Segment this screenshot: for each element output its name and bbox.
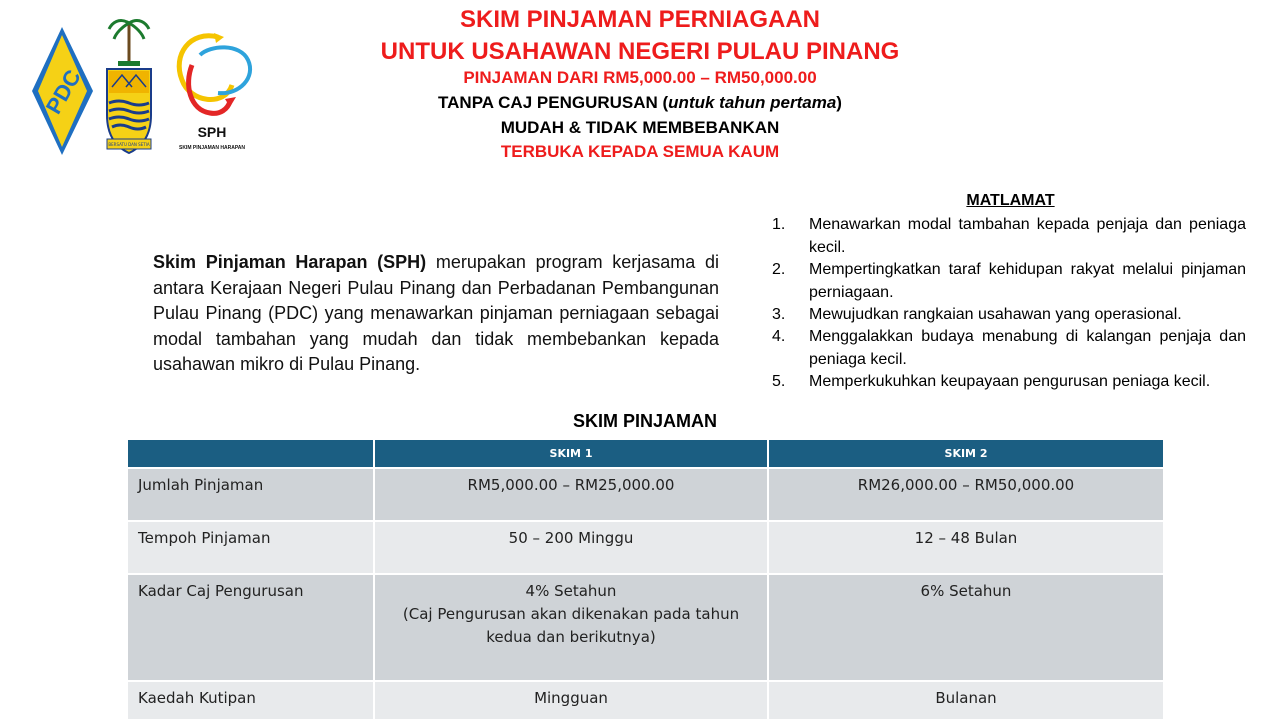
no-fee-line: TANPA CAJ PENGURUSAN (untuk tahun pertama) bbox=[438, 93, 842, 112]
pdc-logo-text: PDC bbox=[40, 65, 86, 119]
skim2-value: 12 – 48 Bulan bbox=[768, 521, 1163, 574]
table-row bbox=[128, 468, 1163, 521]
skim2-value: 6% Setahun bbox=[768, 574, 1163, 681]
sph-logo-caption: SKIM PINJAMAN HARAPAN bbox=[178, 145, 246, 151]
intro-bold: Skim Pinjaman Harapan (SPH) bbox=[153, 252, 427, 272]
crest-motto: BERSATU DAN SETIA bbox=[108, 142, 150, 147]
row-label: Kaedah Kutipan bbox=[128, 681, 374, 719]
easy-line: MUDAH & TIDAK MEMBEBANKAN bbox=[500, 118, 780, 137]
skim1-value: RM5,000.00 – RM25,000.00 bbox=[374, 468, 768, 521]
open-to-all-line: TERBUKA KEPADA SEMUA KAUM bbox=[500, 142, 780, 161]
header-label-cell bbox=[128, 440, 374, 468]
table-header-row bbox=[128, 440, 1163, 468]
skim1-value: 4% Setahun (Caj Pengurusan akan dikenakan pada tahun kedua dan berikutnya) bbox=[374, 574, 768, 681]
skim2-value: Bulanan bbox=[768, 681, 1163, 719]
header-skim1: SKIM 1 bbox=[374, 440, 768, 468]
title-line-2: UNTUK USAHAWAN NEGERI PULAU PINANG bbox=[380, 38, 900, 65]
row-label: Kadar Caj Pengurusan bbox=[128, 574, 374, 681]
matlamat-title: MATLAMAT bbox=[966, 192, 1055, 209]
skim1-value: Mingguan bbox=[374, 681, 768, 719]
table-row bbox=[128, 521, 1163, 574]
skim2-value: RM26,000.00 – RM50,000.00 bbox=[768, 468, 1163, 521]
skim-table bbox=[128, 440, 1163, 719]
row-label: Jumlah Pinjaman bbox=[128, 468, 374, 521]
skim1-note: (Caj Pengurusan akan dikenakan pada tahun kedua dan berikutnya) bbox=[402, 605, 740, 646]
table-row bbox=[128, 681, 1163, 719]
skim1-value: 50 – 200 Minggu bbox=[374, 521, 768, 574]
loan-range: PINJAMAN DARI RM5,000.00 – RM50,000.00 bbox=[463, 68, 817, 87]
row-label: Tempoh Pinjaman bbox=[128, 521, 374, 574]
table-title: SKIM PINJAMAN bbox=[572, 411, 717, 431]
no-fee-italic: untuk tahun pertama bbox=[668, 93, 837, 112]
title-line-1: SKIM PINJAMAN PERNIAGAAN bbox=[459, 6, 821, 33]
intro-text: merupakan program kerjasama di antara Kerajaan Negeri Pulau Pinang dan Perbadanan Pembangunan Pulau Pinang (PDC) yang menawarkan pinjaman perniagaan sebagai modal tambahan yang mudah dan tidak membebankan kepada usahawan mikro di Pulau Pinang. bbox=[153, 252, 720, 374]
sph-logo-text: SPH bbox=[197, 124, 227, 140]
intro-paragraph bbox=[153, 250, 719, 378]
header-skim2: SKIM 2 bbox=[768, 440, 1163, 468]
table-row bbox=[128, 574, 1163, 681]
